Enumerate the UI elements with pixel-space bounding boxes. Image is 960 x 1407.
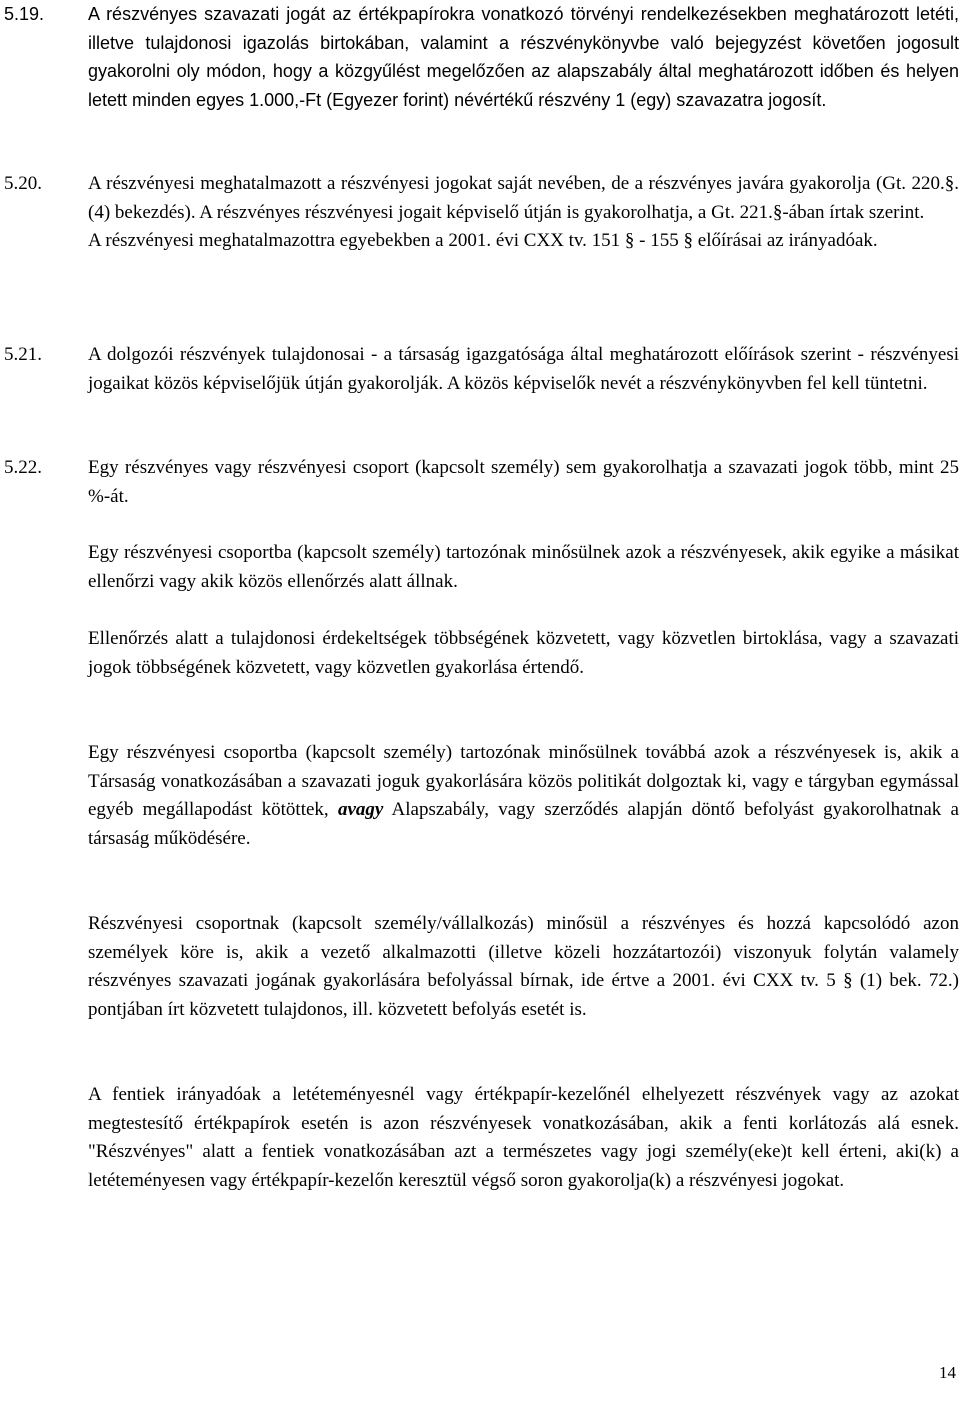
section-number: 5.20. xyxy=(4,173,42,194)
section-paragraph: A részvényes szavazati jogát az értékpapírokra vonatkozó törvényi rendelkezésekben meghatározott letéti, illetve tulajdonosi igazolás birtokában, valamint a részvénykönyvbe való bejegyzést követően jogosult gyakorolni oly módon, hogy a közgyűlést megelőzően az alapszabály által meghatározott időben és helyen letett minden egyes 1.000,-Ft (Egyezer forint) névértékű részvény 1 (egy) szavazatra jogosít. xyxy=(88,4,959,110)
paragraph-shareholder-group: Részvényesi csoportnak (kapcsolt személy/vállalkozás) minősül a részvényes és hozzá kapcsolódó azon személyek köre is, akik a vezető alkalmazotti (illetve közeli hozzátartozói) viszonyuk folytán valamely részvényes szavazati jogának gyakorlására befolyással bírnak, ide értve a 2001. évi CXX tv. 5 § (1) bek. 72.) pontjában írt közvetett tulajdonos, ill. közvetett befolyás esetét is. xyxy=(88,913,959,1020)
paragraph-related-shareholders: Egy részvényesi csoportba (kapcsolt személy) tartozónak minősülnek azok a részvényesek, akik egyike a másikat ellenőrzi vagy akik közös ellenőrzés alatt állnak. xyxy=(88,542,959,592)
section-paragraph: A dolgozói részvények tulajdonosai - a társaság igazgatósága által meghatározott előírások szerint - részvényesi jogaikat közös képviselőjük útján gyakorolják. A közös képviselők nevét a részvénykönyvben fel kell tüntetni. xyxy=(88,344,959,394)
emphasized-word: avagy xyxy=(337,799,384,821)
section-5-20 xyxy=(0,170,960,256)
section-paragraph: A részvényesi meghatalmazottra egyebekben a 2001. évi CXX tv. 151 § - 155 § előírásai az irányadóak. xyxy=(88,230,878,252)
page-number: 14 xyxy=(939,1363,956,1382)
section-number: 5.21. xyxy=(4,344,42,365)
section-5-21 xyxy=(0,341,960,398)
section-5-19 xyxy=(0,0,960,114)
paragraph-custodian: A fentiek irányadóak a letéteményesnél vagy értékpapír-kezelőnél elhelyezett részvények vagy az azokat megtestesítő értékpapírok esetén is azon részvényesek vonatkozásában, akik a fenti korlátozás alá esnek. "Részvényes" alatt a fentiek vonatkozásában azt a természetes vagy jogi személy(eke)t kell érteni, aki(k) a letéteményesen vagy értékpapír-kezelőn keresztül végső soron gyakorolja(k) a részvényesi jogokat. xyxy=(88,1084,959,1191)
section-5-22 xyxy=(0,454,960,511)
paragraph-common-policy xyxy=(88,739,959,853)
paragraph-text: Alapszabály, vagy szerződés alapján döntő befolyást gyakorolhatnak a társaság működésére. xyxy=(88,799,959,849)
section-number: 5.19. xyxy=(4,4,45,24)
paragraph-text: Egy részvényesi csoportba (kapcsolt személy) tartozónak minősülnek továbbá azok a részvényesek is, akik a Társaság vonatkozásában a szavazati joguk gyakorlására közös politikát dolgoztak ki, vagy e tárgyban egymással egyéb megállapodást kötöttek, xyxy=(88,742,959,821)
section-number: 5.22. xyxy=(4,457,42,478)
section-paragraph: A részvényesi meghatalmazott a részvényesi jogokat saját nevében, de a részvényes javára gyakorolja (Gt. 220.§. (4) bekezdés). A részvényes részvényesi jogait képviselő útján is gyakorolhatja, a Gt. 221.§-ában írtak szerint. xyxy=(88,173,959,223)
section-paragraph: Egy részvényes vagy részvényesi csoport (kapcsolt személy) sem gyakorolhatja a szavazati jogok több, mint 25 %-át. xyxy=(88,457,959,507)
paragraph-control-definition: Ellenőrzés alatt a tulajdonosi érdekeltségek többségének közvetett, vagy közvetlen birtoklása, vagy a szavazati jogok többségének közvetett, vagy közvetlen gyakorlása értendő. xyxy=(88,628,959,678)
